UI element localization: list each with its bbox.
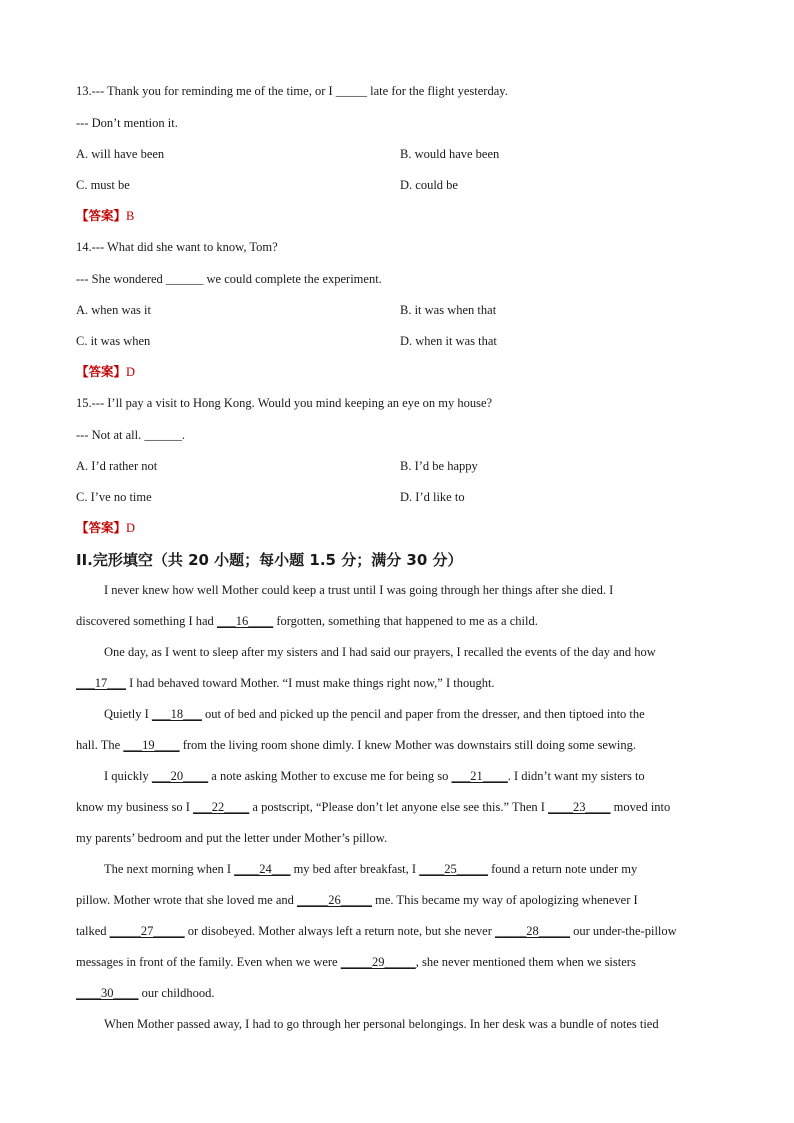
passage-text: messages in front of the family. Even when we were — [76, 955, 341, 969]
passage-text: I quickly — [104, 769, 152, 783]
q15-option-b: B. I’d be happy — [400, 459, 478, 473]
passage-line — [76, 575, 726, 606]
section-heading: II.完形填空（共 20 小题；每小题 1.5 分；满分 30 分） — [76, 551, 463, 569]
passage-text: or disobeyed. Mother always left a return note, but she never — [184, 924, 495, 938]
passage-line — [76, 730, 726, 761]
passage-line — [76, 792, 726, 823]
q13-answer — [76, 208, 134, 224]
q15-option-a: A. I’d rather not — [76, 459, 158, 473]
passage-text: found a return note under my — [487, 862, 638, 876]
cloze-passage — [76, 575, 726, 1040]
blank-27: _____27_____ — [109, 924, 185, 938]
q13-stem: 13.--- Thank you for reminding me of the time, or I _____ late for the flight yesterday. — [76, 84, 508, 98]
q14-reply: --- She wondered ______ we could complete the experiment. — [76, 272, 382, 286]
answer-value: D — [126, 521, 136, 535]
passage-text: a note asking Mother to excuse me for being so — [208, 769, 452, 783]
blank-23: ____23____ — [548, 800, 611, 814]
passage-line — [76, 978, 726, 1009]
passage-text: . I didn’t want my sisters to — [507, 769, 645, 783]
q13-option-a: A. will have been — [76, 147, 165, 161]
q15-answer — [76, 520, 135, 536]
passage-text: pillow. Mother wrote that she loved me and — [76, 893, 298, 907]
q13-option-b: B. would have been — [400, 147, 500, 161]
blank-29: _____29_____ — [340, 955, 416, 969]
passage-text: my parents’ bedroom and put the letter under Mother’s pillow. — [76, 831, 388, 845]
passage-text: I had behaved toward Mother. “I must make things right now,” I thought. — [126, 676, 495, 690]
passage-text: our under-the-pillow — [570, 924, 677, 938]
blank-24: ____24___ — [234, 862, 291, 876]
q14-option-a: A. when was it — [76, 303, 151, 317]
blank-21: ___21____ — [451, 769, 508, 783]
q14-option-d: D. when it was that — [400, 334, 497, 348]
q13-option-c: C. must be — [76, 178, 130, 192]
q14-answer — [76, 364, 135, 380]
passage-line — [76, 823, 726, 854]
q14-option-c: C. it was when — [76, 334, 151, 348]
passage-text: moved into — [610, 800, 671, 814]
passage-text: I never knew how well Mother could keep a trust until I was going through her things after she died. I — [104, 583, 614, 597]
passage-text: a postscript, “Please don’t let anyone else see this.” Then I — [249, 800, 549, 814]
passage-line — [76, 947, 726, 978]
passage-line — [76, 885, 726, 916]
passage-line — [76, 668, 726, 699]
passage-text: forgotten, something that happened to me as a child. — [273, 614, 538, 628]
blank-20: ___20____ — [151, 769, 209, 783]
blank-30: ____30____ — [76, 986, 139, 1000]
answer-value: B — [126, 209, 135, 223]
passage-text: talked — [76, 924, 110, 938]
q15-reply: --- Not at all. ______. — [76, 428, 186, 442]
q14-stem: 14.--- What did she want to know, Tom? — [76, 240, 278, 254]
passage-text: discovered something I had — [76, 614, 217, 628]
passage-line — [76, 699, 726, 730]
blank-19: ___19____ — [123, 738, 180, 752]
blank-18: ___18___ — [151, 707, 202, 721]
passage-text: my bed after breakfast, I — [290, 862, 420, 876]
passage-line — [76, 916, 726, 947]
blank-28: _____28_____ — [495, 924, 570, 938]
blank-25: ____25_____ — [419, 862, 488, 876]
passage-text: from the living room shone dimly. I knew Mother was downstairs still doing some sewing. — [179, 738, 637, 752]
passage-line — [76, 761, 726, 792]
blank-17: ___17___ — [76, 676, 126, 690]
answer-label: 【答案】 — [76, 521, 127, 535]
passage-text: out of bed and picked up the pencil and paper from the dresser, and then tiptoed into the — [201, 707, 645, 721]
q15-stem: 15.--- I’ll pay a visit to Hong Kong. Would you mind keeping an eye on my house? — [76, 396, 493, 410]
passage-line — [76, 606, 726, 637]
answer-label: 【答案】 — [76, 209, 127, 223]
blank-22: ___22____ — [193, 800, 250, 814]
passage-text: hall. The — [76, 738, 124, 752]
passage-text: Quietly I — [104, 707, 152, 721]
passage-text: know my business so I — [76, 800, 194, 814]
q15-option-c: C. I’ve no time — [76, 490, 152, 504]
passage-text: When Mother passed away, I had to go through her personal belongings. In her desk was a bundle of notes tied — [104, 1017, 659, 1031]
q13-option-d: D. could be — [400, 178, 458, 192]
passage-text: our childhood. — [138, 986, 215, 1000]
passage-line — [76, 854, 726, 885]
passage-text: The next morning when I — [104, 862, 235, 876]
q15-option-d: D. I’d like to — [400, 490, 465, 504]
passage-line — [76, 1009, 726, 1040]
passage-text: , she never mentioned them when we sisters — [415, 955, 636, 969]
passage-text: One day, as I went to sleep after my sisters and I had said our prayers, I recalled the events of the day and how — [104, 645, 656, 659]
q14-option-b: B. it was when that — [400, 303, 497, 317]
passage-line — [76, 637, 726, 668]
blank-16: ___16____ — [216, 614, 274, 628]
answer-value: D — [126, 365, 136, 379]
answer-label: 【答案】 — [76, 365, 127, 379]
q13-reply: --- Don’t mention it. — [76, 116, 178, 130]
passage-text: me. This became my way of apologizing whenever I — [372, 893, 638, 907]
blank-26: _____26_____ — [297, 893, 373, 907]
